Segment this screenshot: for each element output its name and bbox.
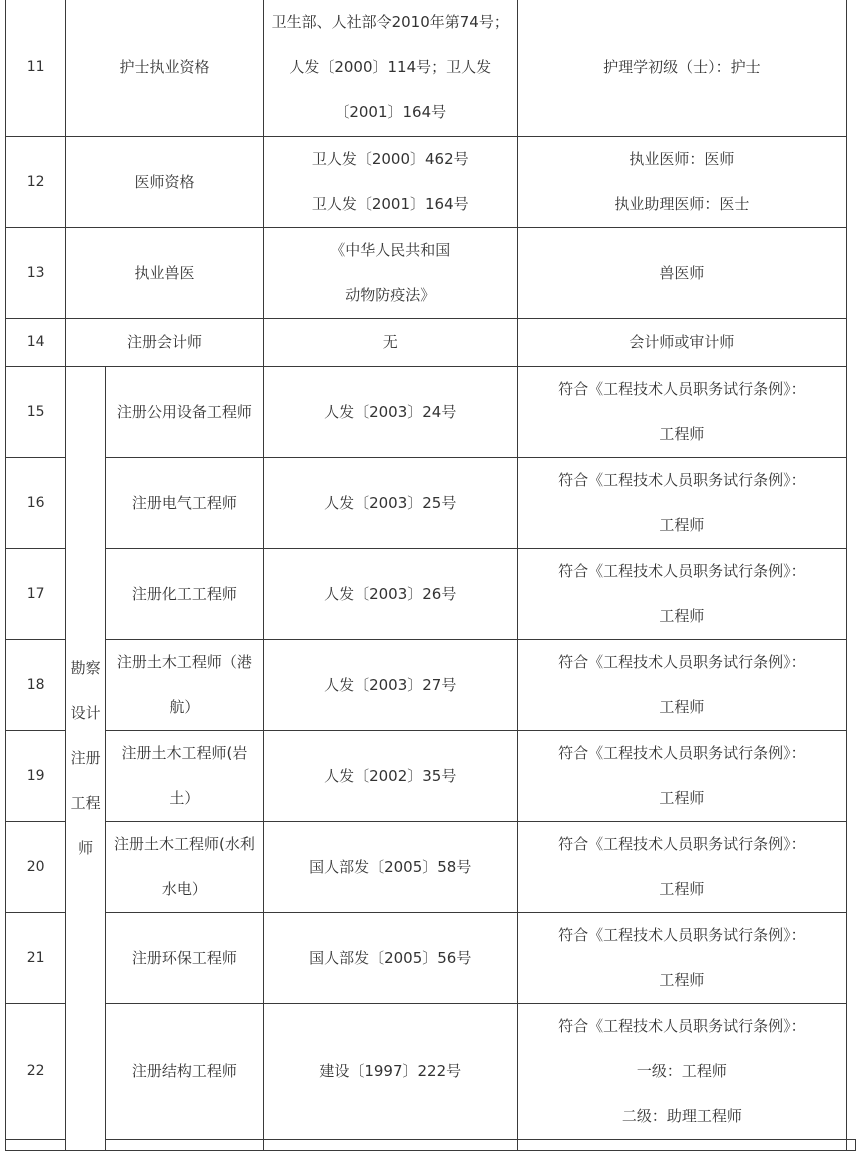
qualification-name: 医师资格 <box>66 137 264 228</box>
table-row <box>6 1004 856 1140</box>
table-row <box>6 137 856 228</box>
title-cell <box>517 0 846 137</box>
title-cell <box>517 137 846 228</box>
name-line: 注册土木工程师(岩 <box>121 744 248 762</box>
qualification-name <box>106 458 264 549</box>
row-number: 19 <box>6 731 66 822</box>
row-number: 20 <box>6 822 66 913</box>
row-number: 18 <box>6 640 66 731</box>
title-cell <box>517 913 846 1004</box>
row-number: 13 <box>6 228 66 319</box>
title-line: 工程师 <box>659 698 705 716</box>
basis-line: 人发〔2000〕114号；卫人发 <box>289 58 492 76</box>
title-line: 二级：助理工程师 <box>621 1107 742 1125</box>
category-line: 设计 <box>70 704 101 722</box>
table-row <box>6 0 856 137</box>
title-line: 符合《工程技术人员职务试行条例》： <box>558 1017 806 1035</box>
name-line: 注册电气工程师 <box>131 493 237 512</box>
qualification-name <box>106 1004 264 1140</box>
basis-cell <box>263 458 517 549</box>
basis-line: 动物防疫法》 <box>345 286 436 304</box>
title-cell <box>517 640 846 731</box>
basis-cell <box>263 137 517 228</box>
row-number: 12 <box>6 137 66 228</box>
empty-cell <box>517 1140 846 1151</box>
title-cell <box>517 458 846 549</box>
title-line: 符合《工程技术人员职务试行条例》： <box>558 744 806 762</box>
title-line: 执业医师：医师 <box>629 150 735 168</box>
row-number: 21 <box>6 913 66 1004</box>
qualification-name <box>106 640 264 731</box>
basis-line: 卫人发〔2001〕164号 <box>311 195 469 213</box>
empty-cell <box>106 1140 264 1151</box>
basis-cell <box>263 731 517 822</box>
basis-line: 人发〔2003〕24号 <box>324 402 457 421</box>
name-line: 注册土木工程师(水利 <box>113 835 255 853</box>
row-number: 15 <box>6 367 66 458</box>
basis-line: 卫人发〔2000〕462号 <box>311 150 469 168</box>
row-number: 16 <box>6 458 66 549</box>
table-row <box>6 458 856 549</box>
row-number: 14 <box>6 319 66 367</box>
basis-line: 卫生部、人社部令2010年第74号； <box>271 13 509 31</box>
title-cell <box>517 731 846 822</box>
name-line: 注册土木工程师（港 <box>116 653 252 671</box>
empty-cell <box>6 1140 66 1151</box>
title-line: 执业助理医师：医士 <box>614 195 750 213</box>
title-line: 一级：工程师 <box>636 1062 727 1080</box>
qualification-table <box>5 0 856 1151</box>
category-line: 师 <box>78 839 94 857</box>
title-line: 工程师 <box>659 607 705 625</box>
title-cell <box>517 1004 846 1140</box>
basis-cell <box>263 913 517 1004</box>
title-line: 符合《工程技术人员职务试行条例》： <box>558 471 806 489</box>
table-row <box>6 319 856 367</box>
table-row <box>6 640 856 731</box>
basis-cell <box>263 0 517 137</box>
title-cell <box>517 822 846 913</box>
title-line: 工程师 <box>659 880 705 898</box>
title-line: 护理学初级（士）：护士 <box>603 58 761 76</box>
qualification-name <box>106 367 264 458</box>
basis-line: 〔2001〕164号 <box>334 103 447 121</box>
title-line: 工程师 <box>659 516 705 534</box>
table-row-partial <box>6 1140 856 1151</box>
title-line: 符合《工程技术人员职务试行条例》： <box>558 835 806 853</box>
table-row <box>6 549 856 640</box>
basis-line: 国人部发〔2005〕58号 <box>309 857 472 876</box>
title-line: 工程师 <box>659 789 705 807</box>
empty-cell <box>847 1140 856 1151</box>
title-line: 符合《工程技术人员职务试行条例》： <box>558 380 806 398</box>
basis-cell <box>263 319 517 367</box>
table-row <box>6 367 856 458</box>
title-line: 工程师 <box>659 971 705 989</box>
basis-line: 人发〔2003〕25号 <box>324 493 457 512</box>
category-line: 工程 <box>70 794 101 812</box>
table-row <box>6 731 856 822</box>
category-line: 注册 <box>70 749 101 767</box>
table-row <box>6 822 856 913</box>
title-line: 符合《工程技术人员职务试行条例》： <box>558 562 806 580</box>
title-line: 符合《工程技术人员职务试行条例》： <box>558 653 806 671</box>
title-line: 符合《工程技术人员职务试行条例》： <box>558 926 806 944</box>
basis-line: 人发〔2003〕27号 <box>324 675 457 694</box>
name-line: 注册环保工程师 <box>131 948 237 967</box>
title-cell <box>517 367 846 458</box>
basis-line: 人发〔2003〕26号 <box>324 584 457 603</box>
basis-cell <box>263 228 517 319</box>
basis-cell <box>263 640 517 731</box>
qualification-name: 执业兽医 <box>66 228 264 319</box>
title-cell <box>517 549 846 640</box>
name-line: 航） <box>169 698 200 716</box>
basis-cell <box>263 549 517 640</box>
category-line: 勘察 <box>70 659 101 677</box>
qualification-table-container <box>5 0 856 1151</box>
qualification-name <box>106 549 264 640</box>
table-row <box>6 228 856 319</box>
basis-line: 国人部发〔2005〕56号 <box>309 948 472 967</box>
qualification-name <box>106 913 264 1004</box>
name-line: 水电） <box>161 880 207 898</box>
table-row <box>6 913 856 1004</box>
qualification-name: 注册会计师 <box>66 319 264 367</box>
basis-cell <box>263 367 517 458</box>
basis-cell <box>263 1004 517 1140</box>
basis-line: 人发〔2002〕35号 <box>324 766 457 785</box>
title-line: 兽医师 <box>659 263 705 282</box>
title-line: 工程师 <box>659 425 705 443</box>
name-line: 注册公用设备工程师 <box>116 402 252 421</box>
row-number: 11 <box>6 0 66 137</box>
name-line: 注册结构工程师 <box>131 1062 237 1080</box>
category-cell <box>66 367 106 1151</box>
basis-line: 无 <box>382 333 398 351</box>
title-line: 会计师或审计师 <box>629 333 735 351</box>
row-number: 17 <box>6 549 66 640</box>
basis-cell <box>263 822 517 913</box>
row-number: 22 <box>6 1004 66 1140</box>
qualification-name: 护士执业资格 <box>66 0 264 137</box>
basis-line: 《中华人民共和国 <box>330 241 451 259</box>
name-line: 注册化工工程师 <box>131 584 237 603</box>
title-cell <box>517 228 846 319</box>
qualification-name <box>106 822 264 913</box>
basis-line: 建设〔1997〕222号 <box>319 1062 462 1080</box>
empty-cell <box>263 1140 517 1151</box>
qualification-name <box>106 731 264 822</box>
name-line: 土） <box>169 789 200 807</box>
title-cell <box>517 319 846 367</box>
